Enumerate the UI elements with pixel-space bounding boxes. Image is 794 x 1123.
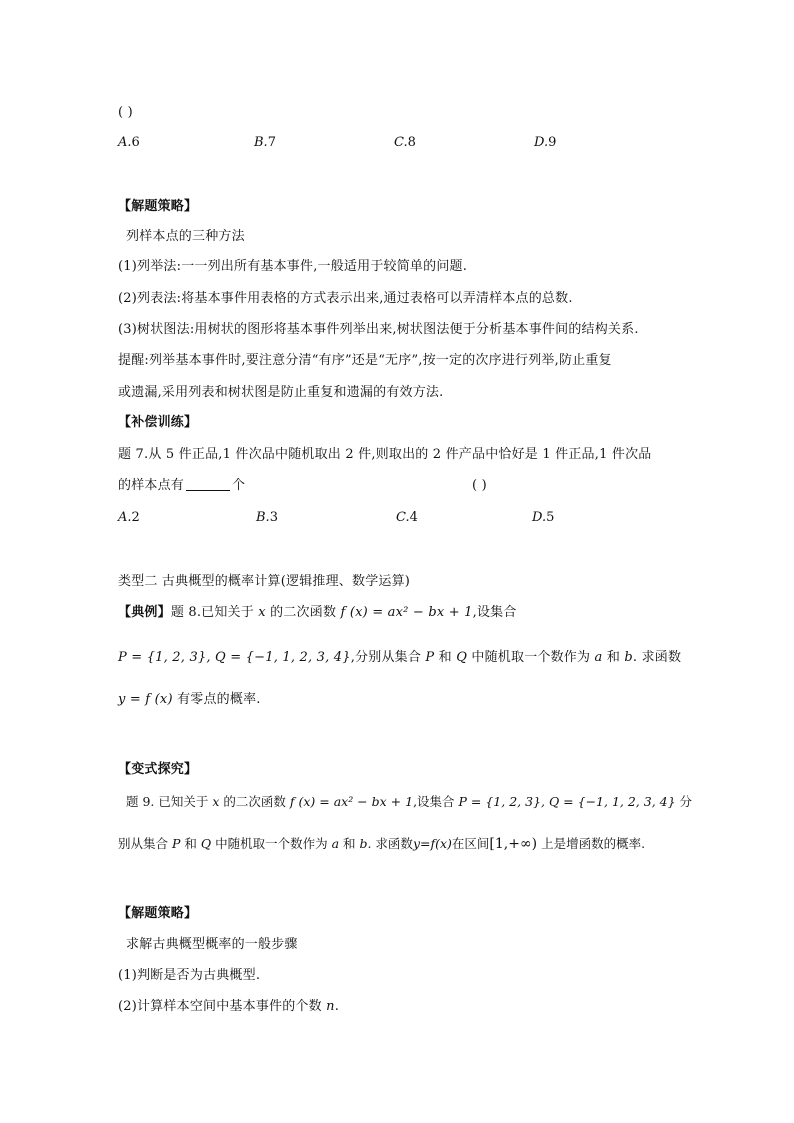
variant-line1	[126, 793, 692, 811]
question-paren: ( )	[118, 105, 133, 120]
math-x: x	[258, 605, 266, 620]
math-P: P	[425, 650, 435, 665]
answer-blank[interactable]	[186, 477, 230, 491]
strategy-title: 列样本点的三种方法	[126, 229, 245, 244]
math-sets: P = {1, 2, 3}, Q = {−1, 1, 2, 3, 4}	[458, 794, 676, 809]
text: 和	[602, 650, 625, 665]
math-Q: Q	[456, 650, 468, 665]
practice-line2-pre: 的样本点有	[118, 478, 185, 493]
text: ,分别从集合	[350, 650, 426, 665]
math-y: y=f(x)	[412, 836, 452, 851]
strategy-tip-line1: 提醒:列举基本事件时,要注意分清“有序”还是“无序”,按一定的次序进行列举,防止重复	[118, 353, 612, 368]
practice-option-c: C.4	[396, 510, 418, 525]
strategy-item-3: (3)树状图法:用树状的图形将基本事件列举出来,树状图法便于分析基本事件间的结构关系.	[118, 322, 639, 337]
text: ,设集合	[413, 794, 459, 809]
example-tag: 【典例】	[118, 605, 171, 620]
text: 别从集合	[118, 836, 172, 851]
math-b: b	[359, 836, 368, 851]
variant-line2	[118, 835, 645, 853]
math-P: P	[171, 836, 181, 851]
example-line3	[118, 691, 261, 709]
strategy-tip-line2: 或遗漏,采用列表和树状图是防止重复和遗漏的有效方法.	[118, 385, 444, 400]
text: . 求函数	[367, 836, 413, 851]
practice-option-b: B.3	[256, 510, 278, 525]
text: 和	[339, 836, 360, 851]
text: 有零点的概率.	[172, 692, 261, 707]
text: 和	[180, 836, 201, 851]
practice-question-line1: 题 7.从 5 件正品,1 件次品中随机取出 2 件,则取出的 2 件产品中恰好是 1 件正品,1 件次品	[118, 447, 652, 462]
text: 题 9. 已知关于	[126, 794, 213, 809]
text: ,设集合	[472, 605, 517, 620]
math-sets: P = {1, 2, 3}, Q = {−1, 1, 2, 3, 4}	[118, 650, 351, 665]
option-c: C.8	[394, 135, 416, 150]
practice-paren: ( )	[472, 478, 487, 493]
math-Q: Q	[200, 836, 212, 851]
text: . 求函数	[632, 650, 682, 665]
math-y: y = f (x)	[118, 692, 173, 707]
practice-question-line2	[118, 477, 245, 495]
math-x: x	[212, 794, 220, 809]
option-b: B.7	[254, 135, 276, 150]
option-d: D.9	[534, 135, 557, 150]
math-n: n	[326, 999, 335, 1014]
math-a: a	[594, 650, 603, 665]
math-interval: [1,+∞)	[489, 836, 538, 852]
text: 中随机取一个数作为	[211, 836, 332, 851]
strategy-item-2: (2)列表法:将基本事件用表格的方式表示出来,通过表格可以弄清样本点的总数.	[118, 291, 573, 306]
text: 题 8.已知关于	[170, 605, 259, 620]
strategy2-item-1: (1)判断是否为古典概型.	[118, 968, 261, 983]
option-a: A.6	[118, 135, 140, 150]
example-line2	[118, 649, 681, 667]
math-function: f (x) = ax² − bx + 1	[340, 605, 473, 620]
variant-heading: 【变式探究】	[118, 762, 198, 777]
text: .	[334, 999, 340, 1014]
practice-line2-post: 个	[232, 478, 246, 493]
text: 分	[675, 794, 693, 809]
text: 上是增函数的概率.	[537, 836, 646, 851]
strategy-heading: 【解题策略】	[118, 199, 198, 214]
practice-option-d: D.5	[532, 510, 555, 525]
math-function: f (x) = ax² − bx + 1	[289, 794, 414, 809]
example-line1	[118, 604, 517, 622]
text: 的二次函数	[219, 794, 290, 809]
math-b: b	[624, 650, 633, 665]
practice-heading: 【补偿训练】	[118, 415, 198, 430]
strategy2-item-2	[118, 998, 339, 1016]
math-a: a	[331, 836, 340, 851]
section-title: 类型二 古典概型的概率计算(逻辑推理、数学运算)	[118, 574, 411, 589]
text: 和	[434, 650, 457, 665]
text: 的二次函数	[265, 605, 341, 620]
strategy2-title: 求解古典概型概率的一般步骤	[126, 937, 298, 952]
text: (2)计算样本空间中基本事件的个数	[118, 999, 327, 1014]
text: 在区间	[451, 836, 490, 851]
text: 中随机取一个数作为	[467, 650, 595, 665]
strategy-item-1: (1)列举法:一一列出所有基本事件,一般适用于较简单的问题.	[118, 259, 468, 274]
strategy2-heading: 【解题策略】	[118, 906, 198, 921]
practice-option-a: A.2	[118, 510, 140, 525]
